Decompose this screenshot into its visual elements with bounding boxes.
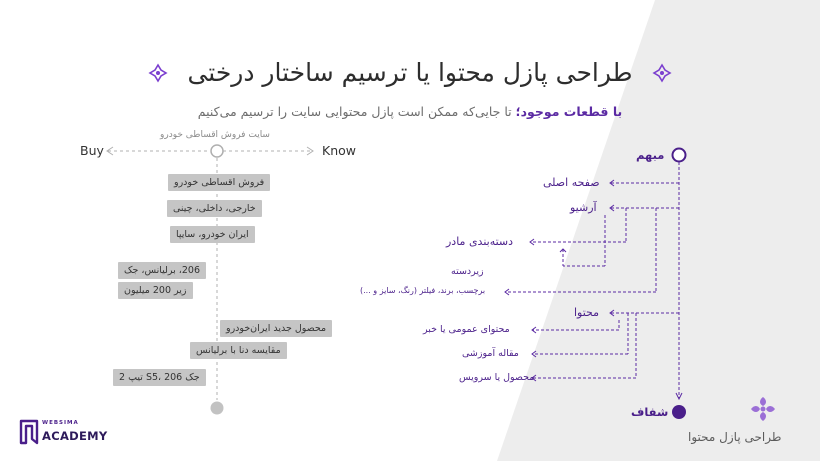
chip-installment-car-sale: فروش اقساطی خودرو [168,174,270,191]
tree-node-clear: شفاف [631,405,669,419]
axis-label-buy: Buy [80,143,104,158]
tree-node-homepage: صفحه اصلی [543,176,600,189]
tree-node-tutorial-article: مقاله آموزشی [462,348,519,359]
brand-small: WEBSIMA [42,420,79,426]
tree-node-tags-filters: برچسب، برند، فیلتر (رنگ، سایز و ...) [360,286,486,295]
page-title: طراحی پازل محتوا یا ترسیم ساختار درختی [187,58,633,87]
footer-title: طراحی پازل محتوا [688,430,782,444]
tree-node-parent-category: دسته‌بندی مادر [446,235,514,248]
tree-node-vague: مبهم [636,148,665,162]
tree-node-general-content: محتوای عمومی یا خبر [423,324,510,335]
tree-node-archive: آرشیو [570,201,597,214]
chip-new-product: محصول جدید ایران‌خودرو [220,320,332,337]
chip-irankhodro-saipa: ایران خودرو، سایپا [170,226,255,243]
diagram-caption: سایت فروش اقساطی خودرو [160,130,270,140]
subtitle-rest: تا جایی‌که ممکن است پازل محتوایی سایت را ترسیم می‌کنیم [197,104,516,119]
subtitle-bold: با قطعات موجود؛ [515,104,623,119]
chip-specific-models: جک S5، 206 تیپ 2 [113,369,206,386]
axis-label-know: Know [322,143,356,158]
tree-node-subcategory: زیردسته [451,266,484,277]
brand-big: ACADEMY [42,429,108,443]
chip-models: 206، برلیانس، جک [118,262,206,279]
chip-foreign-domestic-chinese: خارجی، داخلی، چینی [167,200,262,217]
tree-node-product-service: محصول یا سرویس [459,372,535,383]
tree-node-content: محتوا [574,306,600,319]
chip-under-200-million: زیر 200 میلیون [118,282,193,299]
chip-compare: مقایسه دنا با برلیانس [190,342,287,359]
